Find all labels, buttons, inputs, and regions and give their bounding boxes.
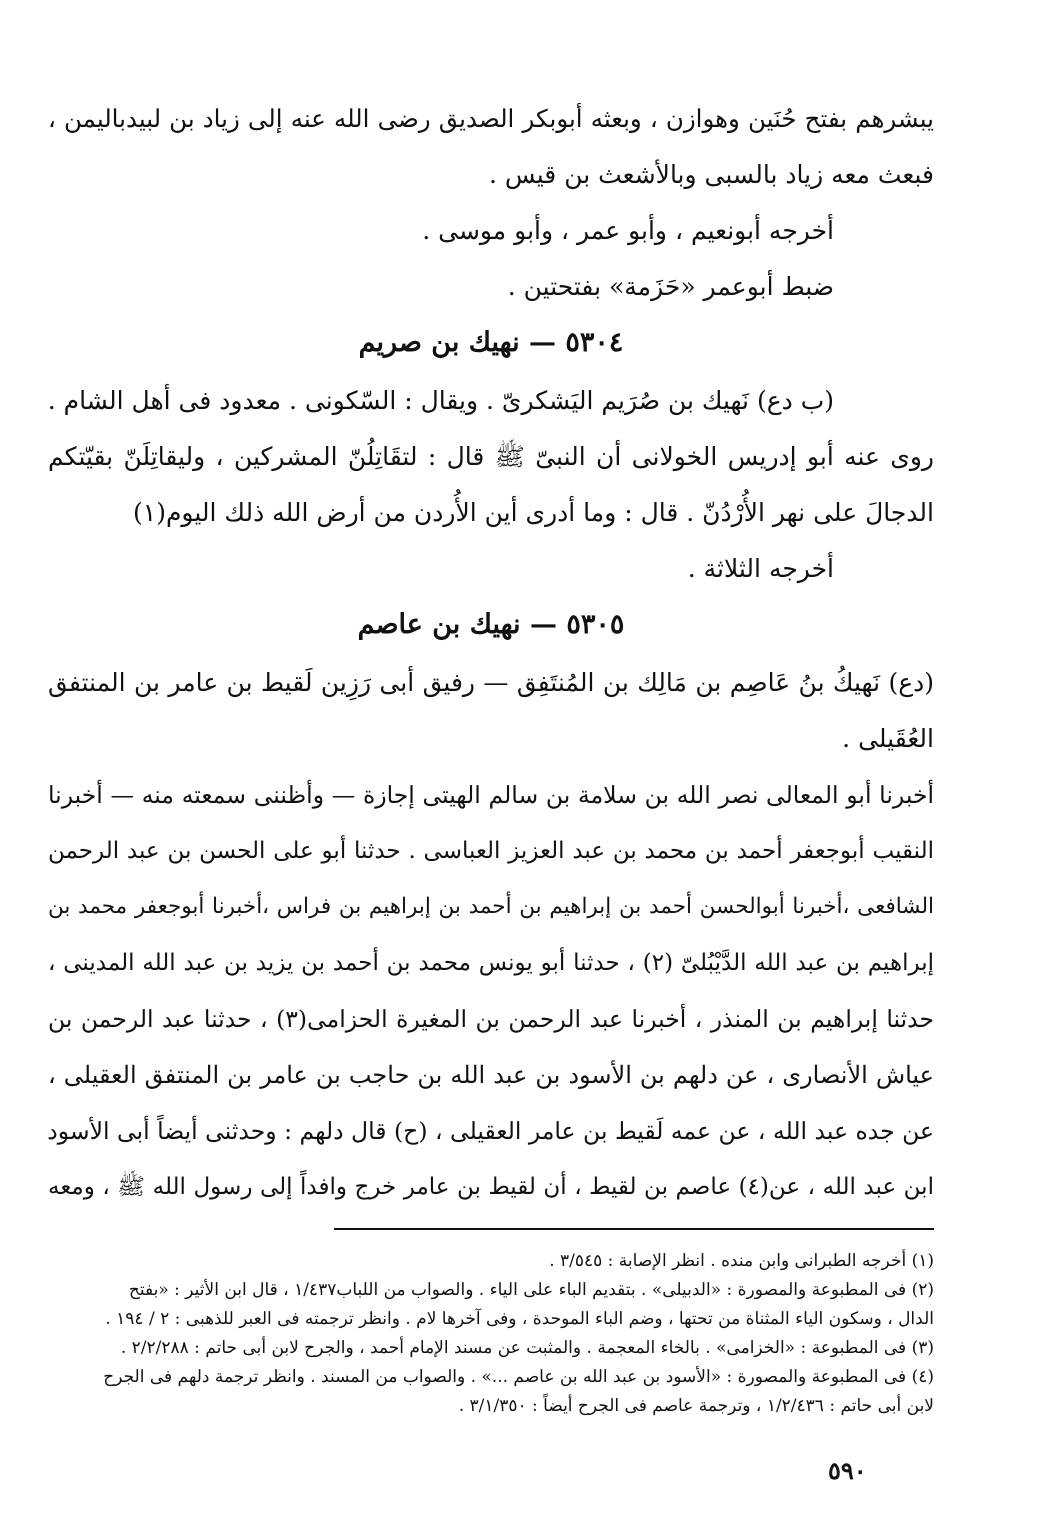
text-line: عياش الأنصارى ، عن دلهم بن الأسود بن عبد الله بن حاجب بن عامر بن المنتفق العقيلى ،	[48, 1061, 934, 1089]
footnote-line: لابن أبى حاتم : ١/٢/٤٣٦ ، وترجمة عاصم فى الجرح أيضاً : ٣/١/٣٥٠ .	[458, 1396, 934, 1416]
continued-entry	[48, 104, 934, 302]
text-line: (ب دع) نَهيك بن صُرَيم اليَشكرىّ . ويقال : السّكونى . معدود فى أهل الشام .	[47, 386, 834, 415]
footnote-line: الدال ، وسكون الياء المثناة من تحتها ، وضم الباء الموحدة ، وفى آخرها لام . وانظر ترجمته فى العبر للذهبى : ٢ / ١٩٤ .	[105, 1309, 934, 1329]
text-line: أخرجه أبونعيم ، وأبو عمر ، وأبو موسى .	[422, 216, 834, 245]
text-line: النقيب أبوجعفر أحمد بن محمد بن عبد العزيز العباسى . حدثنا أبو على الحسن بن عبد الرحمن	[48, 838, 934, 864]
text-line: الشافعى ،أخبرنا أبوالحسن أحمد بن إبراهيم بن أحمد بن إبراهيم بن فراس ،أخبرنا أبوجعفر محمد بن	[48, 894, 934, 919]
footnote-line: (٣) فى المطبوعة : «الخزامى» . بالخاء المعجمة . والمثبت عن مسند الإمام أحمد ، والجرح لابن أبى حاتم : ٢/٢/٢٨٨ .	[120, 1338, 934, 1358]
footnote-divider	[334, 1228, 934, 1230]
text-line: ضبط أبوعمر «حَزَمة» بفتحتين .	[507, 272, 834, 301]
footnotes	[48, 1250, 934, 1417]
text-line: إبراهيم بن عبد الله الدَّيْبُلىّ (٢) ، حدثنا أبو يونس محمد بن أحمد بن يزيد بن عبد الله المدينى ،	[48, 950, 934, 976]
text-line: عن جده عبد الله ، عن عمه لَقيط بن عامر العقيلى ، (ح) قال دلهم : وحدثنى أيضاً أبى الأسود	[47, 1117, 934, 1145]
entry-5305	[48, 610, 934, 1202]
text-line: العُقَيلى .	[842, 724, 934, 753]
text-line: الدجالَ على نهر الأُرْدُنّ . قال : وما أدرى أين الأُردن من أرض الله ذلك اليوم(١)	[133, 498, 934, 527]
footnote-line: (٤) فى المطبوعة والمصورة : «الأسود بن عبد الله بن عاصم ...» . والصواب من المسند . وانظر ترجمة دلهم فى الجرح	[103, 1367, 934, 1387]
text-line: فبعث معه زياد بالسبى وبالأشعث بن قيس .	[488, 160, 934, 189]
text-line: أخبرنا أبو المعالى نصر الله بن سلامة بن سالم الهيتى إجازة — وأظننى سمعته منه — أخبرنا	[48, 781, 934, 809]
text-line: ابن عبد الله ، عن(٤) عاصم بن لقيط ، أن لقيط بن عامر خرج وافداً إلى رسول الله ﷺ ، ومعه	[48, 1174, 934, 1200]
text-line: روى عنه أبو إدريس الخولانى أن النبىّ ﷺ قال : لتقَاتِلُنّ المشركين ، وليقاتِلَنّ بقيّتكم	[48, 442, 934, 471]
text-line: حدثنا إبراهيم بن المنذر ، أخبرنا عبد الرحمن بن المغيرة الحزامى(٣) ، حدثنا عبد الرحمن بن	[48, 1005, 934, 1033]
footnote-line: (١) أخرجه الطبرانى وابن منده . انظر الإصابة : ٣/٥٤٥ .	[549, 1251, 934, 1271]
text-line: (دع) نَهيكُ بنُ عَاصِم بن مَالِك بن المُنتَفِق — رفيق أبى رَزِين لَقيط بن عامر بن المنتفق	[48, 668, 934, 697]
text-line: أخرجه الثلاثة .	[687, 554, 834, 583]
entry-heading: ٥٣٠٤ — نهيك بن صريم	[358, 327, 624, 358]
page-number: ٥٩٠	[828, 1456, 867, 1485]
footnote-line: (٢) فى المطبوعة والمصورة : «الدبيلى» . بتقديم الباء على الياء . والصواب من اللباب١/٤٣٧ ، قال ابن الأثير : «بفتح	[128, 1280, 934, 1300]
text-line: يبشرهم بفتح حُنَين وهوازن ، وبعثه أبوبكر الصديق رضى الله عنه إلى زياد بن لبيدباليمن ،	[48, 104, 934, 133]
entry-heading: ٥٣٠٥ — نهيك بن عاصم	[357, 609, 625, 640]
entry-5304	[48, 328, 934, 584]
